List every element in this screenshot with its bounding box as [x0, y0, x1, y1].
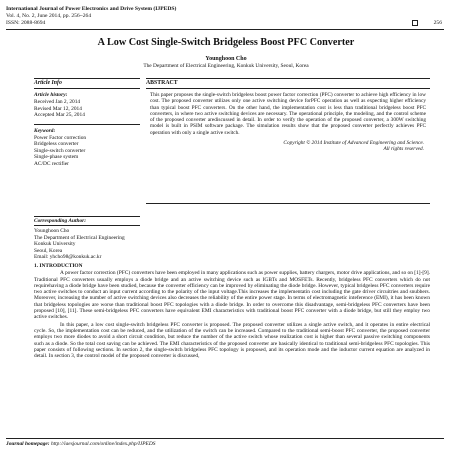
paper-author: Younghoon Cho: [205, 56, 247, 62]
body-paragraph: In this paper, a low cost single-switch bridgeless PFC converter is proposed. The proposed converter utilizes a single active switch, and it operates in entire electrical cycle. So, the implementation cost can be reduced, and the utilization of the switch can be increased. Compared to the traditional semi-boost PFC converter, the proposed converter employs two more diodes to avoid a short circuit condition, but reduce the number of the active switch whose realization cost is higher than several passive switching components such as a diode. So the total cost saving can be achieved. The EMI characteristics of the proposed converter are basically identical to traditional semi-bridgeless PFC topologies. This paper consists of following sections. In section 2, the single-switch bridgeless PFC topology is proposed, and its operation mode and the inductor current equation are analyzed in detail. In section 3, the control model of the proposed converter is discussed,: [34, 321, 430, 360]
corresponding-line: Younghoon Cho: [34, 228, 70, 235]
journal-header: [6, 6, 176, 27]
footer-label: Journal homepage:: [6, 441, 50, 447]
paper-affiliation: The Department of Electrical Engineering, Konkuk University, Seoul, Korea: [143, 63, 309, 69]
journal-name: International Journal of Power Electronics and Drive System (IJPEDS): [6, 6, 177, 12]
history-label: Article history:: [34, 92, 68, 98]
footer-rule: [6, 438, 444, 439]
corresponding-email: Email: yhcho98@konkuk.ac.kr: [34, 254, 102, 261]
rights-line: All rights reserved.: [383, 145, 424, 152]
corresponding-line: Seoul, Korea: [34, 247, 63, 254]
keyword-item: Single-phase system: [34, 154, 79, 161]
abstract-heading: ABSTRACT: [146, 78, 430, 89]
article-history: [34, 92, 140, 119]
journal-homepage-link[interactable]: http://iaesjournal.com/online/index.php/IJPEDS: [50, 441, 156, 447]
abstract-column: [146, 78, 430, 152]
keywords-label: Keyword:: [34, 127, 56, 134]
history-revised: Revised Mar 12, 2014: [34, 105, 82, 112]
corresponding-author-block: [34, 216, 140, 260]
history-accepted: Accepted Mar 25, 2014: [34, 112, 85, 119]
abstract-bottom-rule: [146, 203, 430, 204]
keyword-item: Bridgeless converter: [34, 141, 79, 148]
article-info-heading: Article Info: [34, 78, 140, 89]
page-number-area: [412, 20, 442, 26]
issn-line: ISSN: 2088-8694: [6, 20, 46, 26]
corresponding-label: Corresponding Author:: [34, 216, 140, 226]
keywords-block: [34, 124, 140, 167]
keyword-item: AC/DC rectifier: [34, 160, 69, 167]
volume-line: Vol. 4, No. 2, June 2014, pp. 256~264: [6, 13, 92, 19]
body-paragraph: A power factor correction (PFC) converters have been employed in many applications such as power supplies, battery chargers, motor drive applications, and so on [1]-[9]. Traditional PFC converters usually employs a diode bridge and an active switching device such as IGBTs and MOSFETs. Recently, bridgeless PFC converters which do not requirehaving a diode bridge have been studied, because the converter efficiency can be improved by eliminating the diode bridge. However, typical bridgeless PFC converters require two active switches to conduct an input current according to the polarity of the input voltage.This increases the implementatin cost including the gate driver circuitries and snubbers. Moreover, increasing the number of active switching devices also decreases the reliability of the entire power stage. In terms of electromagnetic inteference (EMI), it has been known that bridgeless topologies are worse than traditional boost PFC topologies with a diode bridge. In order to overcome this disadvantage, semi-bridgeless PFC converters have been proposed [10], [11]. These semi-bridgeless PFC converters have equivalent EMI characteristics with traditional boost PFC converter with a diode bridge, but still they employ two active switches.: [34, 270, 430, 321]
journal-footer: [6, 441, 155, 447]
copyright-notice: [146, 136, 430, 152]
history-received: Received Jan 2, 2014: [34, 99, 81, 106]
header-rule: [6, 29, 444, 30]
keyword-item: Single-switch converter: [34, 147, 86, 154]
abstract-text: This paper proposes the single-switch bridgeless boost power factor correction (PFC) converter to achieve high efficiency in low cost. The proposed converter utilizes only one active switching device forPFC operation as well as expecting higher efficiency than typical boost PFC converters. On the other hand, the implementation cost is less than traditional bridgeless boost PFC converters, in where two active switching devices are necessary. The operational principle, the modeling, and the control scheme of the proposed converter arediscussed in detail. In order to verify the operation of the proposed converter, a 300W switching model is built in PSIM software package. The simulation results show that the proposed converter perfectly achieves PFC operation with only a single active switch.: [150, 92, 426, 136]
keyword-item: Power Factor correction: [34, 135, 87, 142]
paper-title: A Low Cost Single-Switch Bridgeless Boost PFC Converter: [97, 37, 355, 48]
corresponding-line: The Department of Electrical Engineering: [34, 234, 125, 241]
corresponding-line: Konkuk University: [34, 241, 76, 248]
section-heading: 1. INTRODUCTION: [34, 263, 83, 269]
square-icon: [412, 20, 418, 26]
article-info-column: [34, 78, 140, 167]
page-number: 256: [433, 20, 442, 26]
copyright-line: Copyright © 2014 Institute of Advanced Engineering and Science.: [283, 139, 424, 146]
introduction-section: [34, 263, 430, 360]
